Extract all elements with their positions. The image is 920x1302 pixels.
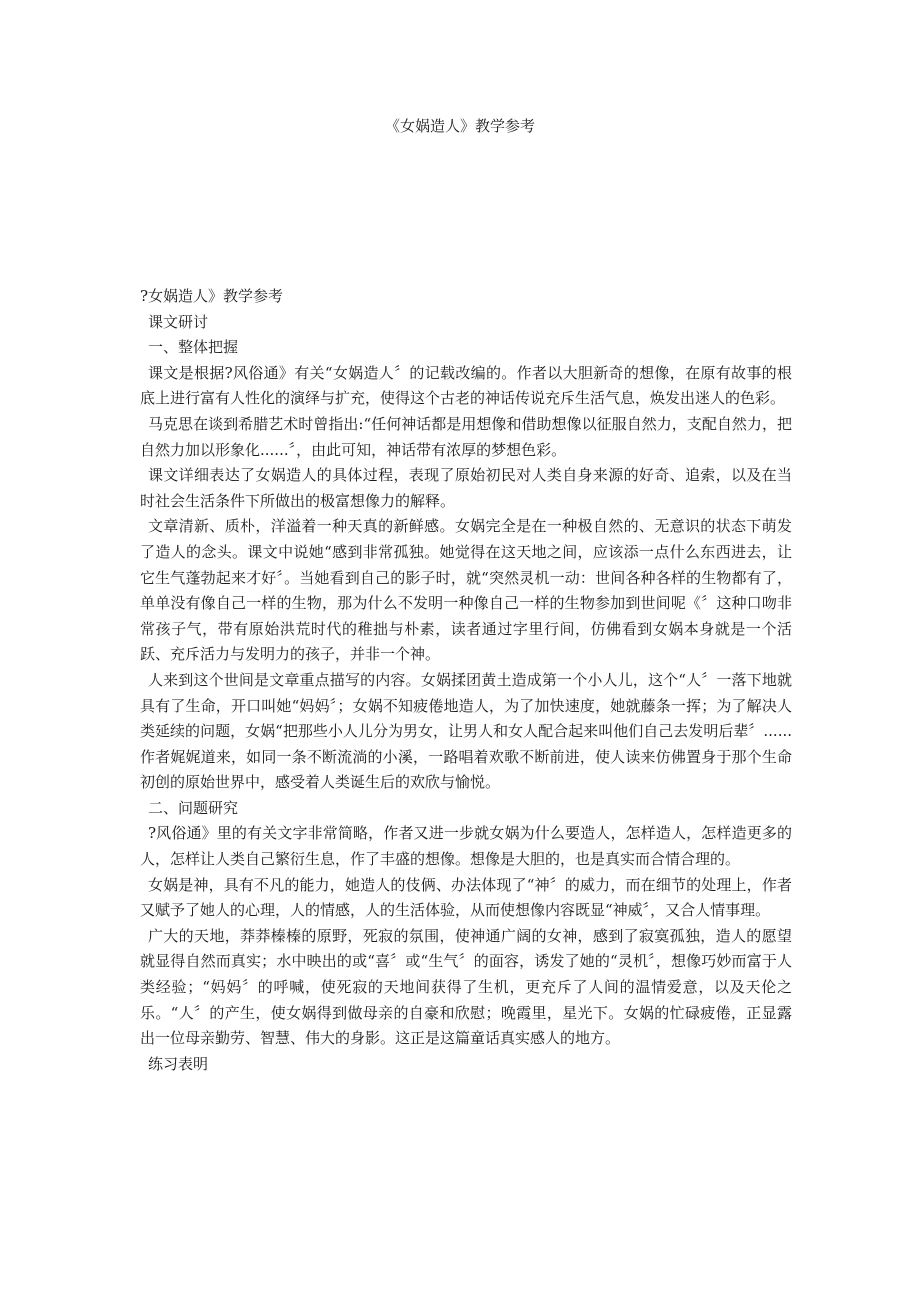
paragraph: 广大的天地，莽莽榛榛的原野，死寂的氛围，使神通广阔的女神，感到了寂寞孤独，造人的愿望就显得自然而真实；水中映出的或“喜〞或“生气〞的面容，诱发了她的“灵机〞，想像巧妙而富于人类经验；“妈妈〞的呼喊，使死寂的天地间获得了生机，更充斥了人间的温情爱意，以及天伦之乐。“人〞的产生，使女娲得到做母亲的自豪和欣慰；晚霞里，星光下。女娲的忙碌疲倦，正显露出一位母亲勤劳、智慧、伟大的身影。这正是这篇童话真实感人的地方。 — [140, 926, 792, 1048]
section-heading-overall: 一、整体把握 — [148, 338, 239, 357]
document-title: 《女娲造人》教学参考 — [384, 117, 535, 135]
document-body — [140, 284, 792, 1077]
paragraph: 女娲是神，具有不凡的能力，她造人的伎俩、办法体现了“神〞的威力，而在细节的处理上，作者又赋予了她人的心理，人的情感，人的生活体验，从而使想像内容既显“神威〞，又合人情事理。 — [140, 875, 792, 920]
paragraph: ?风俗通》里的有关文字非常简略，作者又进一步就女娲为什么要造人，怎样造人，怎样造更多的人，怎样让人类自己繁衍生息，作了丰盛的想像。想像是大胆的，也是真实而合情合理的。 — [140, 824, 792, 869]
paragraph: 课文详细表达了女娲造人的具体过程，表现了原始初民对人类自身来源的好奇、追索，以及在当时社会生活条件下所做出的极富想像力的解释。 — [140, 466, 792, 510]
section-heading-study: 课文研讨 — [148, 312, 209, 331]
paragraph: 课文是根据?风俗通》有关“女娲造人〞的记载改编的。作者以大胆新奇的想像，在原有故事的根底上进行富有人性化的演绎与扩充，使得这个古老的神话传说充斥生活气息，焕发出迷人的色彩。 — [140, 363, 792, 408]
section-heading-exercises: 练习表明 — [148, 1054, 209, 1073]
paragraph: 马克思在谈到希腊艺术时曾指出:“任何神话都是用想像和借助想像以征服自然力，支配自然力，把自然力加以形象化......〞，由此可知，神话带有浓厚的梦想色彩。 — [140, 414, 792, 459]
paragraph: 人来到这个世间是文章重点描写的内容。女娲揉团黄土造成第一个小人儿，这个“人〞一落下地就具有了生命，开口叫她“妈妈〞；女娲不知疲倦地造人，为了加快速度，她就藤条一挥；为了解决人类延续的问题，女娲“把那些小人儿分为男女，让男人和女人配合起来叫他们自己去发明后辈〞......作者娓娓道来，如同一条不断流淌的小溪，一路唱着欢歌不断前进，使人读来仿佛置身于那个生命初创的原始世界中，感受着人类诞生后的欢欣与愉悦。 — [140, 670, 792, 792]
paragraph: 文章清新、质朴，洋溢着一种天真的新鲜感。女娲完全是在一种极自然的、无意识的状态下萌发了造人的念头。课文中说她“感到非常孤独。她觉得在这天地之间，应该添一点什么东西进去，让它生气蓬勃起来才好〞。当她看到自己的影子时，就“突然灵机一动：世间各种各样的生物都有了，单单没有像自己一样的生物，那为什么不发明一种像自己一样的生物参加到世间呢《〞这种口吻非常孩子气，带有原始洪荒时代的稚拙与朴素，读者通过字里行间，仿佛看到女娲本身就是一个活跃、充斥活力与发明力的孩子，并非一个神。 — [140, 517, 792, 664]
article-heading: ?女娲造人》教学参考 — [140, 287, 284, 305]
section-heading-research: 二、问题研究 — [148, 798, 239, 817]
